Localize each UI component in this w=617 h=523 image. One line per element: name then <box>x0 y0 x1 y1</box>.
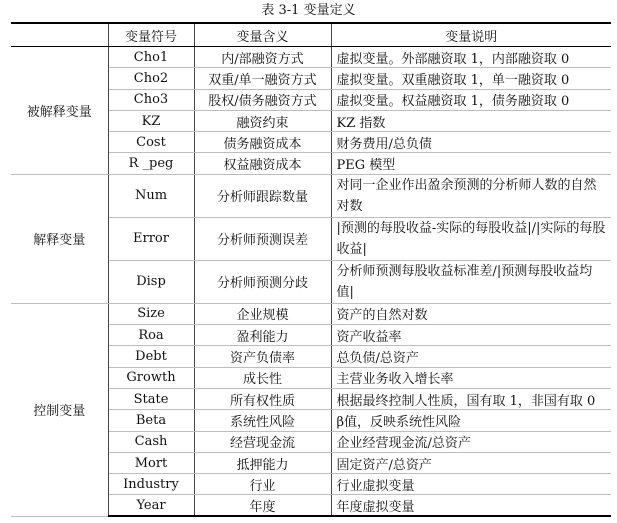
variable-description: 虚拟变量。双重融资取 1，单一融资取 0 <box>331 68 611 89</box>
variable-meaning: 企业规模 <box>194 303 331 324</box>
header-row <box>11 23 611 47</box>
variable-description: 年度虚拟变量 <box>331 495 611 516</box>
variable-meaning: 行业 <box>194 474 331 495</box>
variable-meaning: 权益融资成本 <box>194 153 331 174</box>
variable-symbol: Cost <box>108 132 194 153</box>
group-label: 被解释变量 <box>11 47 108 175</box>
variable-symbol: State <box>108 388 194 409</box>
variable-symbol: Disp <box>108 260 194 303</box>
variable-symbol: Roa <box>108 325 194 346</box>
variable-description: 固定资产/总资产 <box>331 452 611 473</box>
variable-description: 资产收益率 <box>331 325 611 346</box>
table-row <box>11 47 611 68</box>
group-label: 控制变量 <box>11 303 108 516</box>
header-description: 变量说明 <box>331 23 611 47</box>
variable-description: PEG 模型 <box>331 153 611 174</box>
variable-meaning: 双重/单一融资方式 <box>194 68 331 89</box>
header-meaning: 变量含义 <box>194 23 331 47</box>
variable-meaning: 分析师预测分歧 <box>194 260 331 303</box>
variable-meaning: 经营现金流 <box>194 431 331 452</box>
variable-symbol: Year <box>108 495 194 516</box>
header-group <box>11 23 108 47</box>
variable-meaning: 内/部融资方式 <box>194 47 331 68</box>
variable-symbol: Cash <box>108 431 194 452</box>
variable-symbol: Beta <box>108 410 194 431</box>
variable-symbol: Num <box>108 174 194 217</box>
variable-description: 根据最终控制人性质，国有取 1，非国有取 0 <box>331 388 611 409</box>
variable-description: KZ 指数 <box>331 110 611 131</box>
variable-description: 对同一企业作出盈余预测的分析师人数的自然对数 <box>331 174 611 217</box>
variable-meaning: 分析师跟踪数量 <box>194 174 331 217</box>
variable-meaning: 所有权性质 <box>194 388 331 409</box>
header-symbol: 变量符号 <box>108 23 194 47</box>
variable-symbol: Debt <box>108 346 194 367</box>
variable-description: 资产的自然对数 <box>331 303 611 324</box>
variable-meaning: 系统性风险 <box>194 410 331 431</box>
variable-symbol: R _peg <box>108 153 194 174</box>
variable-symbol: Mort <box>108 452 194 473</box>
variable-symbol: Size <box>108 303 194 324</box>
variable-description: 虚拟变量。外部融资取 1，内部融资取 0 <box>331 47 611 68</box>
variable-symbol: Industry <box>108 474 194 495</box>
variable-description: 主营业务收入增长率 <box>331 367 611 388</box>
variable-description: 行业虚拟变量 <box>331 474 611 495</box>
variable-description: |预测的每股收益-实际的每股收益|/|实际的每股收益| <box>331 217 611 260</box>
variable-meaning: 债务融资成本 <box>194 132 331 153</box>
variable-description: 企业经营现金流/总资产 <box>331 431 611 452</box>
table-row <box>11 303 611 324</box>
variable-symbol: Cho2 <box>108 68 194 89</box>
variable-description: 虚拟变量。权益融资取 1，债务融资取 0 <box>331 89 611 110</box>
variable-symbol: Error <box>108 217 194 260</box>
variable-description: β值，反映系统性风险 <box>331 410 611 431</box>
variable-symbol: KZ <box>108 110 194 131</box>
variable-meaning: 抵押能力 <box>194 452 331 473</box>
variable-symbol: Cho1 <box>108 47 194 68</box>
variable-meaning: 资产负债率 <box>194 346 331 367</box>
table-row <box>11 174 611 217</box>
variable-meaning: 成长性 <box>194 367 331 388</box>
variable-symbol: Growth <box>108 367 194 388</box>
variable-symbol: Cho3 <box>108 89 194 110</box>
variable-description: 财务费用/总负债 <box>331 132 611 153</box>
variable-definition-table <box>11 22 611 517</box>
variable-meaning: 股权/债务融资方式 <box>194 89 331 110</box>
variable-description: 分析师预测每股收益标准差/|预测每股收益均值| <box>331 260 611 303</box>
variable-meaning: 分析师预测误差 <box>194 217 331 260</box>
variable-meaning: 年度 <box>194 495 331 516</box>
group-label: 解释变量 <box>11 174 108 303</box>
variable-description: 总负债/总资产 <box>331 346 611 367</box>
variable-meaning: 盈利能力 <box>194 325 331 346</box>
table-caption: 表 3-1 变量定义 <box>261 3 356 18</box>
variable-meaning: 融资约束 <box>194 110 331 131</box>
